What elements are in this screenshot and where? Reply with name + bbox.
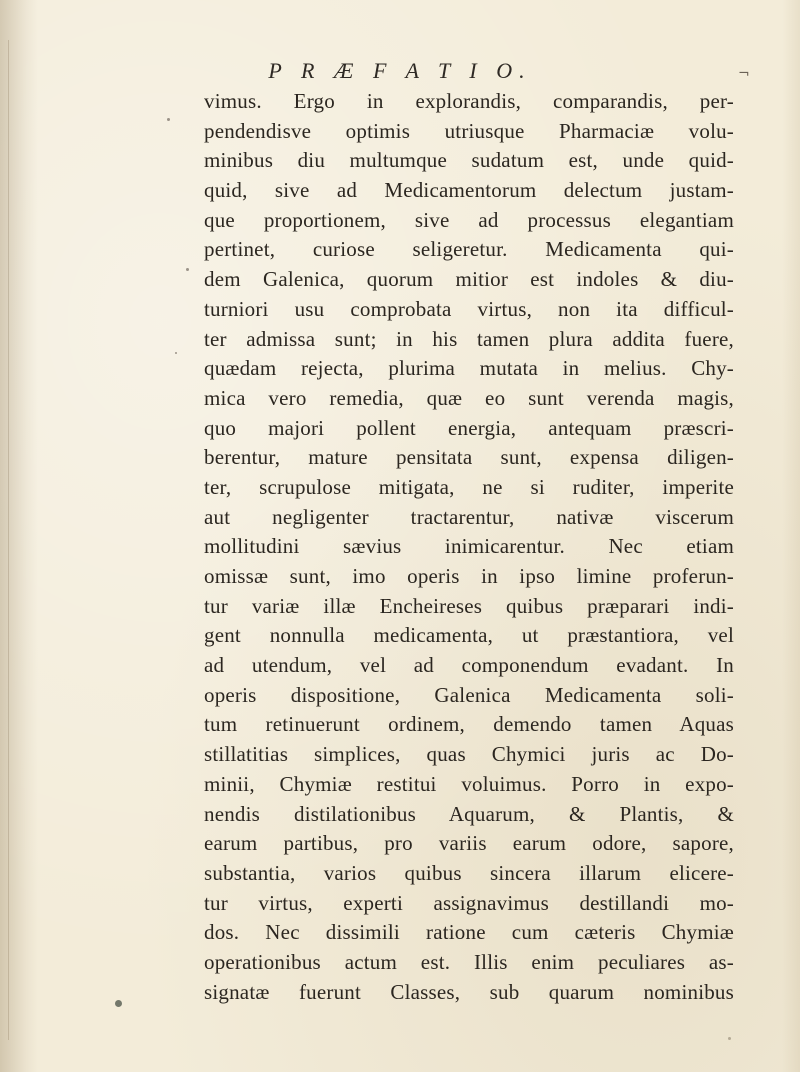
ink-spot xyxy=(186,268,189,271)
text-line: minibus diu multumque sudatum est, unde quid- xyxy=(204,148,734,173)
text-line: ad utendum, vel ad componendum evadant. In xyxy=(204,653,734,678)
text-line: signatæ fuerunt Classes, sub quarum nominibus xyxy=(204,979,734,1004)
text-line: tur virtus, experti assignavimus destillandi mo- xyxy=(204,890,734,915)
text-line: operationibus actum est. Illis enim peculiares as- xyxy=(204,949,734,974)
gutter-edge-line xyxy=(8,40,9,1040)
corner-mark: ¬ xyxy=(738,66,750,82)
text-line: ter admissa sunt; in his tamen plura addita fuere, xyxy=(204,326,734,351)
text-line: tur variæ illæ Encheireses quibus præparari indi- xyxy=(204,593,734,618)
text-line: tum retinuerunt ordinem, demendo tamen Aquas xyxy=(204,712,734,737)
text-line: mollitudini sævius inimicarentur. Nec etiam xyxy=(204,534,734,559)
ink-spot xyxy=(167,118,170,121)
text-line: minii, Chymiæ restitui voluimus. Porro in expo- xyxy=(204,771,734,796)
text-line: quid, sive ad Medicamentorum delectum justam- xyxy=(204,178,734,203)
text-line: berentur, mature pensitata sunt, expensa diligen- xyxy=(204,445,734,470)
binding-gutter xyxy=(0,0,38,1072)
text-line: turniori usu comprobata virtus, non ita difficul- xyxy=(204,296,734,321)
text-line: earum partibus, pro variis earum odore, sapore, xyxy=(204,831,734,856)
text-line: gent nonnulla medicamenta, ut præstantiora, vel xyxy=(204,623,734,648)
text-line: vimus. Ergo in explorandis, comparandis, per- xyxy=(204,89,734,113)
foxing-stain xyxy=(115,1000,122,1007)
text-line: substantia, varios quibus sincera illarum elicere- xyxy=(204,860,734,885)
text-line: dos. Nec dissimili ratione cum cæteris Chymiæ xyxy=(204,920,734,945)
text-line: omissæ sunt, imo operis in ipso limine proferun- xyxy=(204,564,734,588)
body-text xyxy=(204,87,734,1007)
text-line: operis dispositione, Galenica Medicamenta soli- xyxy=(204,682,734,707)
ink-spot xyxy=(728,1037,731,1040)
ink-spot xyxy=(175,352,177,354)
text-line: que proportionem, sive ad processus elegantiam xyxy=(204,207,734,232)
text-line: ter, scrupulose mitigata, ne si ruditer, imperite xyxy=(204,474,734,499)
text-line: dem Galenica, quorum mitior est indoles & diu- xyxy=(204,267,734,292)
text-line: pendendisve optimis utriusque Pharmaciæ volu- xyxy=(204,118,734,143)
text-line: nendis distilationibus Aquarum, & Plantis, & xyxy=(204,801,734,826)
text-line: quo majori pollent energia, antequam præscri- xyxy=(204,415,734,440)
text-line: aut negligenter tractarentur, nativæ viscerum xyxy=(204,504,734,529)
text-line: quædam rejecta, plurima mutata in melius. Chy- xyxy=(204,356,734,381)
running-head: P R Æ F A T I O. xyxy=(268,58,532,83)
text-line: stillatitias simplices, quas Chymici juris ac Do- xyxy=(204,742,734,767)
text-line: pertinet, curiose seligeretur. Medicamenta qui- xyxy=(204,237,734,262)
text-line: mica vero remedia, quæ eo sunt verenda magis, xyxy=(204,385,734,410)
page-edge-shadow xyxy=(782,0,800,1072)
